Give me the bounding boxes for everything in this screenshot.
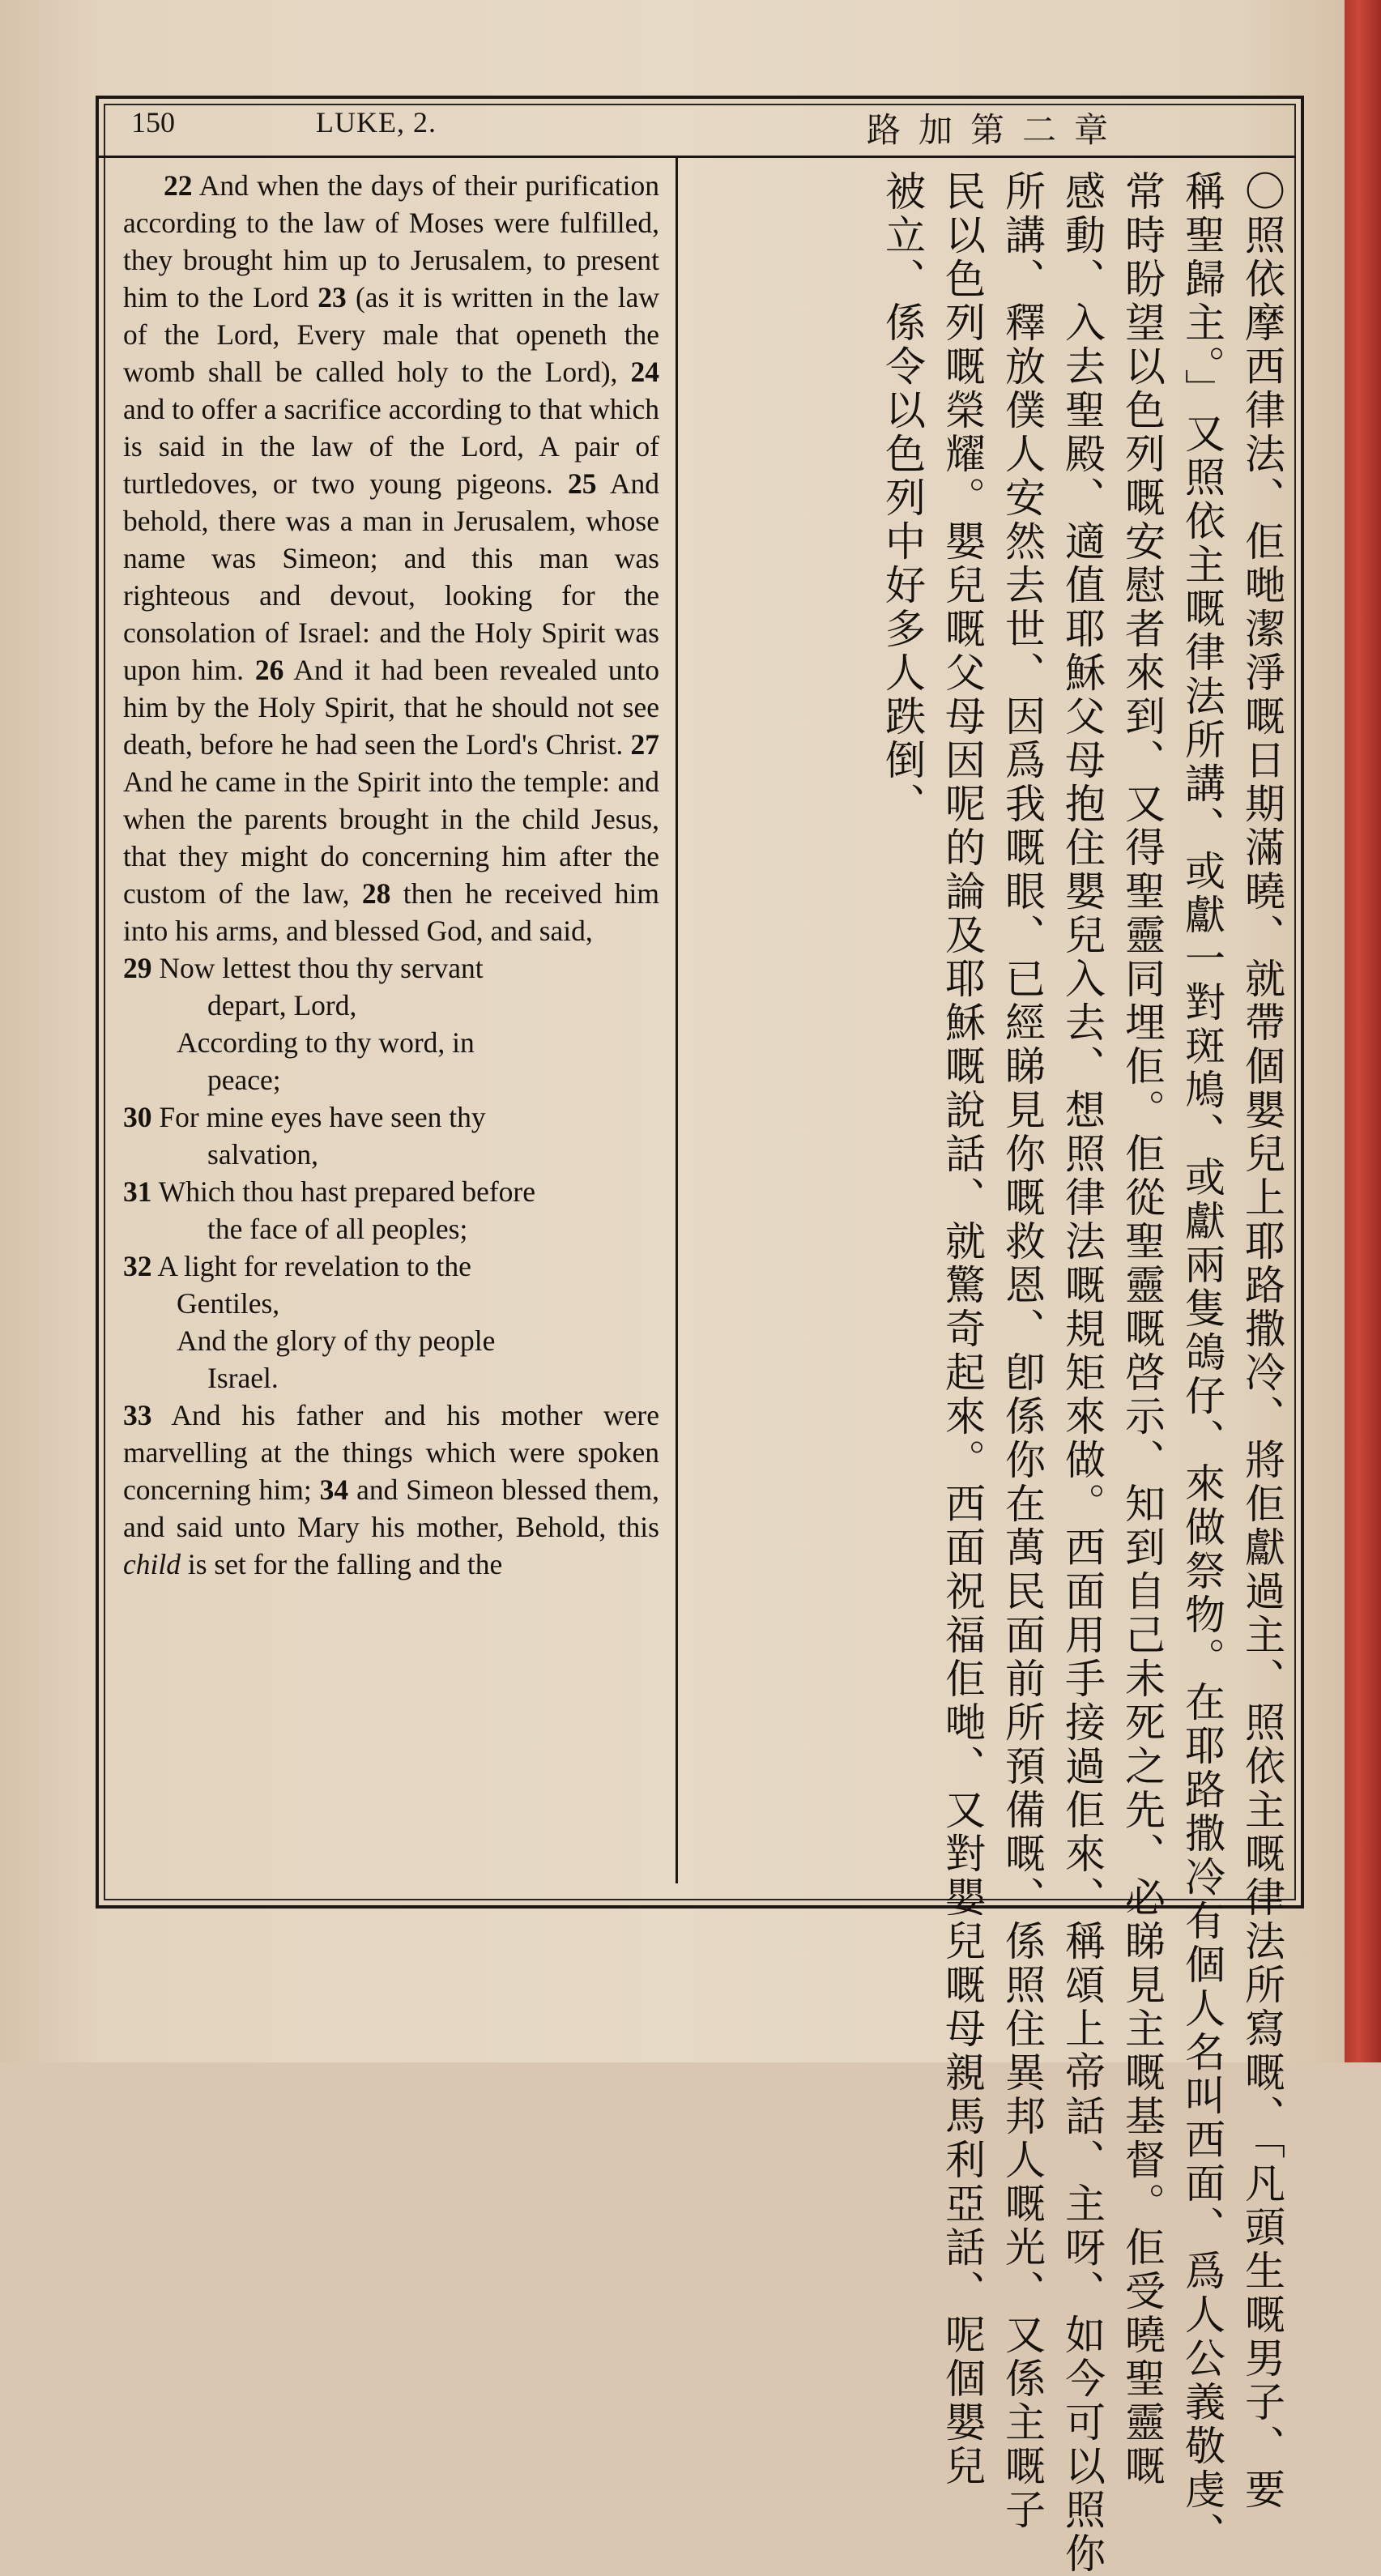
verse-number: 32 <box>123 1250 152 1282</box>
poem-line: the face of all peoples; <box>207 1213 468 1245</box>
chinese-column: 被立、係令以色列中好多人跌倒、 <box>879 170 926 826</box>
column-divider <box>676 158 678 1883</box>
verse-number: 25 <box>568 467 597 500</box>
poem-line <box>123 1173 659 1210</box>
verse-number: 33 <box>123 1399 152 1431</box>
verse-number: 23 <box>318 281 347 313</box>
chinese-text <box>693 170 1292 2576</box>
poem-text: A light for revelation to the <box>157 1250 471 1282</box>
poem-line: peace; <box>207 1064 281 1096</box>
page-header <box>97 99 1296 158</box>
verse-text: And he came in the Spirit into the temple: and when the parents brought in the child Jesus, that they might do concerning him after the custom of the law, <box>123 766 659 910</box>
poem-text: Now lettest thou thy servant <box>159 952 484 984</box>
verse-number: 34 <box>319 1474 349 1506</box>
poem-text: Which thou hast prepared before <box>158 1175 535 1208</box>
chinese-column: 稱聖歸主。」又照依主嘅律法所講、或獻一對斑鳩、或獻兩隻鴿仔、來做祭物。在耶路撒冷有個人名叫西面、爲人公義敬虔、 <box>1179 170 1225 2556</box>
poem-line: And the glory of thy people <box>177 1324 496 1357</box>
english-text <box>123 167 659 1583</box>
verse-text: and to offer a sacrifice according to that which is said in the law of the Lord, A pair of turtledoves, or two young pigeons. <box>123 393 659 500</box>
verse-number: 26 <box>254 654 284 686</box>
verse-text: and Simeon blessed them, and said unto Mary his mother, Behold, this <box>123 1474 659 1543</box>
verse-number: 30 <box>123 1101 152 1133</box>
poem-line <box>123 1098 659 1136</box>
english-paragraph <box>123 1397 659 1583</box>
verse-number: 24 <box>630 356 659 388</box>
poem-line: According to thy word, in <box>177 1026 475 1059</box>
verse-number: 22 <box>164 169 193 202</box>
verse-text: And his father and his mother were marvelling at the things which were spoken concerning him; <box>123 1399 659 1506</box>
chinese-column: 民以色列嘅榮耀。嬰兒嘅父母因呢的論及耶穌嘅說話、就驚奇起來。西面祝福佢哋、又對嬰兒嘅母親馬利亞話、呢個嬰兒 <box>939 170 986 2489</box>
verse-text: then he received him into his arms, and blessed God, and said, <box>123 877 659 947</box>
chinese-column: 常時盼望以色列嘅安慰者來到、又得聖靈同埋佢。佢從聖靈嘅啓示、知到自己未死之先、必睇見主嘅基督。佢受曉聖靈嘅 <box>1119 170 1166 2489</box>
poem-line: Gentiles, <box>177 1287 280 1320</box>
book-title: LUKE, 2. <box>316 106 437 139</box>
verse-text: And when the days of their purification according to the law of Moses were fulfilled, they brought him up to Jerusalem, to present him to the Lord <box>123 169 659 313</box>
poem-line <box>123 949 659 987</box>
verse-number: 29 <box>123 952 152 984</box>
verse-text: (as it is written in the law of the Lord, Every male that openeth the womb shall be called holy to the Lord), <box>123 281 660 388</box>
chinese-column: 感動、入去聖殿、適值耶穌父母抱住嬰兒入去、想照律法嘅規矩來做。西面用手接過佢來、稱頌上帝話、主呀、如今可以照你 <box>1059 170 1106 2576</box>
poem-block <box>123 949 659 1397</box>
chinese-title: 路加第二章 <box>866 110 1126 150</box>
poem-line: salvation, <box>207 1138 319 1171</box>
chinese-column: 〇照依摩西律法、佢哋潔淨嘅日期滿曉、就帶個嬰兒上耶路撒冷、將佢獻過主、照依主嘅律法所寫嘅、「凡頭生嘅男子、要 <box>1238 170 1285 2512</box>
page-number: 150 <box>131 106 175 139</box>
verse-number: 27 <box>630 728 659 761</box>
verse-number: 28 <box>361 877 391 910</box>
poem-text: For mine eyes have seen thy <box>159 1101 486 1133</box>
verse-text: And it had been revealed unto him by the Holy Spirit, that he should not see death, before he had seen the Lord's Christ. <box>123 654 659 761</box>
chinese-column: 所講、釋放僕人安然去世、因爲我嘅眼、已經睇見你嘅救恩、卽係你在萬民面前所預備嘅、係照住異邦人嘅光、又係主嘅子 <box>999 170 1046 2532</box>
poem-line: Israel. <box>207 1362 279 1394</box>
verse-number: 31 <box>123 1175 152 1208</box>
verse-text: is set for the falling and the <box>180 1548 503 1580</box>
italic-word: child <box>123 1548 181 1580</box>
poem-line: depart, Lord, <box>207 989 357 1021</box>
verse-text: And behold, there was a man in Jerusalem, whose name was Simeon; and this man was righteous and devout, looking for the consolation of Israel: and the Holy Spirit was upon him. <box>123 467 659 686</box>
poem-line <box>123 1247 659 1285</box>
book-spine <box>1345 0 1381 2062</box>
english-paragraph <box>123 167 659 949</box>
